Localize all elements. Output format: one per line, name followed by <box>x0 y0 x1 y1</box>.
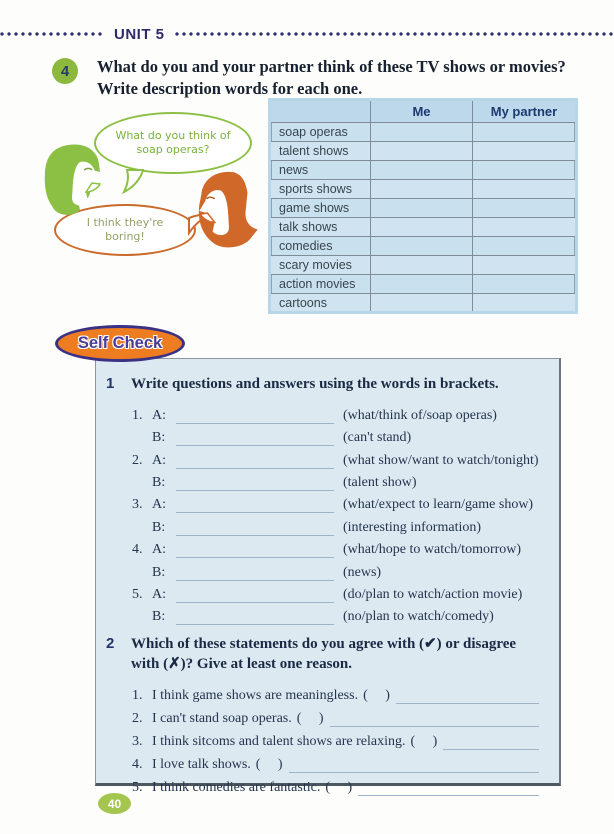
answer-blank <box>176 475 334 491</box>
table-row <box>270 161 577 180</box>
exercise-number-badge: 4 <box>52 58 78 84</box>
speaker-b-label: B: <box>152 430 166 446</box>
partner-answer-cell <box>473 123 577 142</box>
row-label: scary movies <box>270 256 371 275</box>
speaker-a-label: A: <box>152 587 166 603</box>
row-label: news <box>270 161 371 180</box>
speaker-b-label: B: <box>152 475 166 491</box>
agree-checkbox-parens: ( ) <box>410 734 438 750</box>
reason-blank <box>443 734 539 750</box>
row-label: sports shows <box>270 180 371 199</box>
section-2-heading <box>104 635 543 674</box>
qa-line-b <box>104 558 543 580</box>
exercise-4 <box>52 56 592 100</box>
statement-line <box>104 704 543 727</box>
speaker-a-label: A: <box>152 452 166 468</box>
me-answer-cell <box>371 123 473 142</box>
statement-line <box>104 773 543 796</box>
bracket-hint: (news) <box>343 564 382 580</box>
me-answer-cell <box>371 142 473 161</box>
agree-checkbox-parens: ( ) <box>255 757 283 773</box>
answer-blank <box>176 408 334 424</box>
row-label: comedies <box>270 237 371 256</box>
qa-line-b <box>104 513 543 535</box>
statement-text: I think game shows are meaningless. <box>152 688 359 704</box>
speech-bubble-question-tail <box>120 168 150 194</box>
self-check-box <box>95 358 561 796</box>
bracket-hint: (talent show) <box>343 475 417 491</box>
dotted-rule-right <box>175 32 614 36</box>
green-haired-girl-illustration <box>42 142 104 220</box>
me-answer-cell <box>371 294 473 313</box>
bracket-hint: (what show/want to watch/tonight) <box>343 452 539 468</box>
statement-text: I think comedies are fantastic. <box>152 780 321 796</box>
table-row <box>270 180 577 199</box>
reason-blank <box>289 757 539 773</box>
bracket-hint: (can't stand) <box>343 430 412 446</box>
qa-line-a <box>104 536 543 558</box>
row-label: action movies <box>270 275 371 294</box>
dialogue-cartoon <box>42 112 267 282</box>
self-check-badge: Self Check <box>55 325 185 362</box>
section-1-items <box>104 402 543 626</box>
section-1-title: Write questions and answers using the words in brackets. <box>131 376 499 392</box>
partner-answer-cell <box>473 294 577 313</box>
answer-blank <box>176 542 334 558</box>
bracket-hint: (what/expect to learn/game show) <box>343 497 534 513</box>
bracket-hint: (what/think of/soap operas) <box>343 407 497 423</box>
page-number-badge: 40 <box>98 793 131 814</box>
partner-answer-cell <box>473 142 577 161</box>
answer-blank <box>176 609 334 625</box>
item-number: 1. <box>132 407 143 423</box>
statement-text: I love talk shows. <box>152 757 251 773</box>
speech-bubble-question-text: What do you think of soap operas? <box>115 128 231 156</box>
row-label: talent shows <box>270 142 371 161</box>
qa-line-a <box>104 491 543 513</box>
table-row <box>270 275 577 294</box>
statement-text: I think sitcoms and talent shows are relaxing. <box>152 734 406 750</box>
table-row <box>270 218 577 237</box>
partner-answer-cell <box>473 161 577 180</box>
speaker-a-label: A: <box>152 497 166 513</box>
section-1-heading <box>104 375 543 395</box>
statement-text: I can't stand soap operas. <box>152 711 292 727</box>
item-number: 4. <box>132 757 143 773</box>
partner-answer-cell <box>473 199 577 218</box>
orange-haired-boy-illustration <box>194 168 262 250</box>
qa-line-a <box>104 402 543 424</box>
reason-blank <box>330 711 539 727</box>
statement-line <box>104 727 543 750</box>
table-corner-cell <box>270 100 371 123</box>
item-number: 3. <box>132 497 143 513</box>
partner-answer-cell <box>473 237 577 256</box>
bracket-hint: (no/plan to watch/comedy) <box>343 609 494 625</box>
speaker-b-label: B: <box>152 609 166 625</box>
row-label: game shows <box>270 199 371 218</box>
qa-line-b <box>104 603 543 625</box>
table-row <box>270 123 577 142</box>
qa-line-a <box>104 446 543 468</box>
row-label: soap operas <box>270 123 371 142</box>
bracket-hint: (what/hope to watch/tomorrow) <box>343 542 522 558</box>
unit-label: UNIT 5 <box>114 25 165 43</box>
item-number: 4. <box>132 542 143 558</box>
answer-blank <box>176 520 334 536</box>
reason-blank <box>396 688 539 704</box>
me-answer-cell <box>371 180 473 199</box>
partner-answer-cell <box>473 218 577 237</box>
agree-checkbox-parens: ( ) <box>363 688 390 704</box>
section-2-title: Which of these statements do you agree with (✔) or disagree with (✗)? Give at least one reason. <box>131 636 517 672</box>
qa-line-b <box>104 424 543 446</box>
section-2-number: 2 <box>106 635 115 653</box>
table-header-row <box>270 100 577 123</box>
me-answer-cell <box>371 237 473 256</box>
item-number: 3. <box>132 734 143 750</box>
table-row <box>270 237 577 256</box>
answer-blank <box>176 453 334 469</box>
speaker-a-label: A: <box>152 407 166 423</box>
table-header-partner: My partner <box>473 100 577 123</box>
table-row <box>270 294 577 313</box>
statement-line <box>104 750 543 773</box>
item-number: 2. <box>132 711 143 727</box>
speaker-b-label: B: <box>152 564 166 580</box>
dotted-rule-left <box>0 32 104 36</box>
item-number: 5. <box>132 780 143 796</box>
me-answer-cell <box>371 218 473 237</box>
table-row <box>270 142 577 161</box>
item-number: 1. <box>132 688 143 704</box>
qa-line-a <box>104 581 543 603</box>
partner-answer-cell <box>473 275 577 294</box>
answer-blank <box>176 587 334 603</box>
qa-line-b <box>104 469 543 491</box>
row-label: talk shows <box>270 218 371 237</box>
answer-blank <box>176 565 334 581</box>
statement-line <box>104 681 543 704</box>
unit-header <box>0 26 614 42</box>
exercise-prompt: What do you and your partner think of these TV shows or movies? Write description words for each one. <box>97 57 566 99</box>
table-row <box>270 199 577 218</box>
me-answer-cell <box>371 256 473 275</box>
me-answer-cell <box>371 199 473 218</box>
exercise-4-body <box>0 98 614 330</box>
item-number: 5. <box>132 587 143 603</box>
partner-answer-cell <box>473 180 577 199</box>
partner-answer-cell <box>473 256 577 275</box>
me-answer-cell <box>371 161 473 180</box>
answer-blank <box>176 430 334 446</box>
agree-checkbox-parens: ( ) <box>325 780 353 796</box>
row-label: cartoons <box>270 294 371 313</box>
speaker-b-label: B: <box>152 519 166 535</box>
table-header-me: Me <box>371 100 473 123</box>
answer-blank <box>176 497 334 513</box>
reason-blank <box>358 780 539 796</box>
bracket-hint: (do/plan to watch/action movie) <box>343 587 523 603</box>
me-answer-cell <box>371 275 473 294</box>
item-number: 2. <box>132 452 143 468</box>
agree-checkbox-parens: ( ) <box>296 711 324 727</box>
section-1-number: 1 <box>106 375 115 392</box>
speaker-a-label: A: <box>152 542 166 558</box>
tv-shows-rating-table <box>268 98 578 314</box>
table-row <box>270 256 577 275</box>
section-2-items <box>104 681 543 796</box>
speech-bubble-answer-text: I think they're boring! <box>86 215 164 243</box>
bracket-hint: (interesting information) <box>343 519 482 535</box>
speech-bubble-question <box>94 112 252 174</box>
